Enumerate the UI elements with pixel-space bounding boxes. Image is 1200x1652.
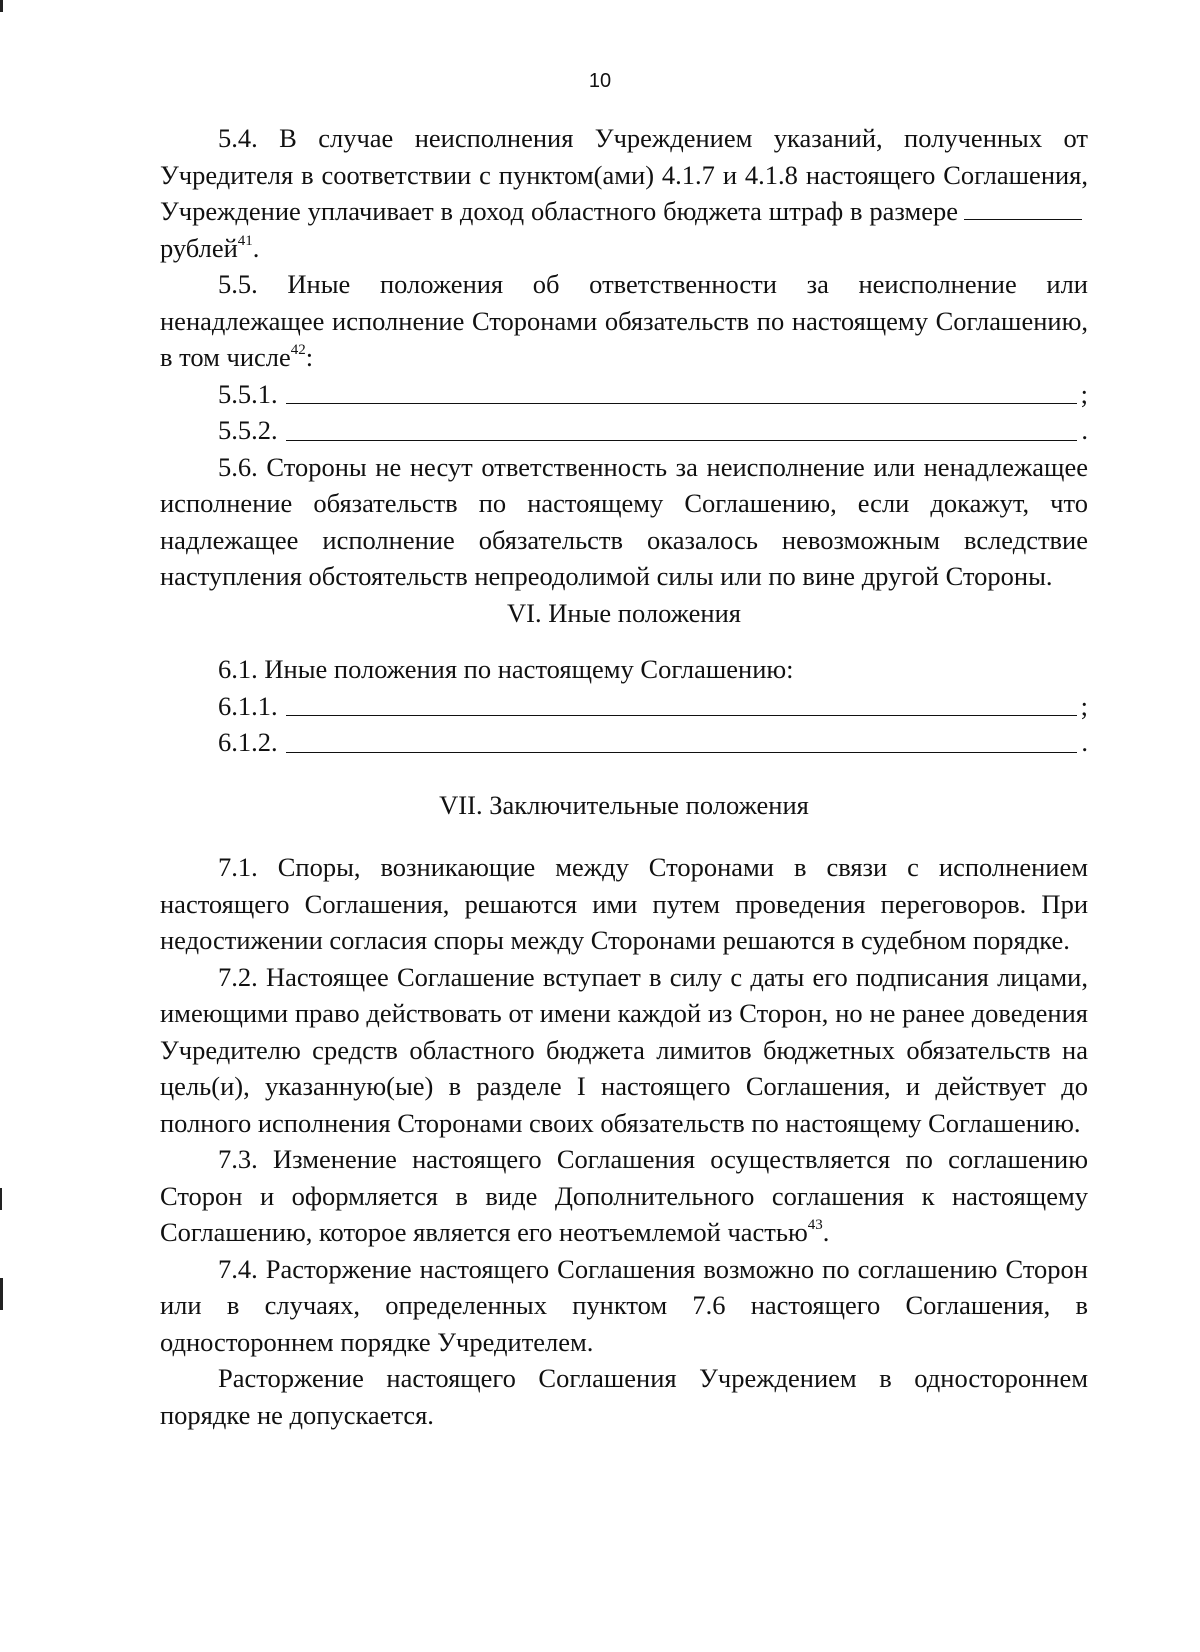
scan-edge-mark-middle bbox=[0, 1188, 2, 1210]
clause-7-1: 7.1. Споры, возникающие между Сторонами в связи с исполнением настоящего Соглашения, решаются ими путем проведения переговоров. При недостижении согласия споры между Сторонами решаются в судебном порядке. bbox=[160, 852, 1088, 955]
clause-5-6: 5.6. Стороны не несут ответственность за неисполнение или ненадлежащее исполнение обязательств по настоящему Соглашению, если докажут, что надлежащее исполнение обязательств оказалось невозможным вследствие наступления обстоятельств непреодолимой силы или по вине другой Стороны. bbox=[160, 451, 1088, 591]
clause-6-1-2-blank bbox=[286, 752, 1078, 753]
clause-5-5 bbox=[160, 266, 1088, 376]
page-number: 10 bbox=[588, 70, 612, 92]
clause-6-1: 6.1. Иные положения по настоящему Соглашению: bbox=[218, 654, 794, 684]
footnote-ref-43: 43 bbox=[807, 1217, 823, 1233]
section-6-heading: VI. Иные положения bbox=[507, 597, 741, 628]
spacer bbox=[160, 761, 1088, 787]
clause-6-1-2-number: 6.1.2. bbox=[218, 727, 278, 757]
clause-7-3 bbox=[160, 1141, 1088, 1251]
clause-5-5-2 bbox=[160, 412, 1088, 449]
scan-edge-mark-top bbox=[0, 0, 3, 12]
spacer bbox=[160, 823, 1088, 849]
clause-7-4: 7.4. Расторжение настоящего Соглашения возможно по соглашению Сторон или в случаях, определенных пунктом 7.6 настоящего Соглашения, в одностороннем порядке Учредителем. bbox=[160, 1253, 1088, 1357]
clause-6-1-1-blank bbox=[286, 715, 1077, 716]
section-7-heading: VII. Заключительные положения bbox=[439, 789, 809, 820]
spacer bbox=[160, 631, 1088, 651]
scan-edge-mark-bottom bbox=[0, 1278, 3, 1310]
clause-7-4-note: Расторжение настоящего Соглашения Учреждением в одностороннем порядке не допускается. bbox=[160, 1363, 1088, 1430]
clause-6-1-2 bbox=[160, 724, 1088, 761]
clause-5-5-1-blank bbox=[286, 403, 1077, 404]
clause-5-5-1-end: ; bbox=[1080, 378, 1088, 409]
clause-5-5-end: : bbox=[305, 342, 314, 372]
clause-5-4 bbox=[160, 120, 1088, 266]
clause-5-4-text: 5.4. В случае неисполнения Учреждением указаний, полученных от Учредителя в соответствии с пунктом(ами) 4.1.7 и 4.1.8 настоящего Соглашения, Учреждение уплачивает в доход областного бюджета штраф в размере bbox=[160, 123, 1088, 226]
document-body bbox=[160, 120, 1088, 1433]
fine-amount-blank bbox=[964, 197, 1082, 220]
clause-5-4-currency: рублей bbox=[160, 232, 238, 263]
clause-5-5-1 bbox=[160, 376, 1088, 413]
clause-5-5-2-number: 5.5.2. bbox=[218, 415, 278, 445]
clause-7-3-text: 7.3. Изменение настоящего Соглашения осуществляется по соглашению Сторон и оформляется в виде Дополнительного соглашения к настоящему Соглашению, которое является его неотъемлемой частью bbox=[160, 1144, 1088, 1247]
clause-6-1-1 bbox=[160, 688, 1088, 725]
clause-6-1-1-end: ; bbox=[1080, 690, 1088, 721]
clause-7-3-end: . bbox=[822, 1217, 830, 1247]
clause-5-5-2-blank bbox=[286, 440, 1078, 441]
footnote-ref-41: 41 bbox=[237, 232, 253, 249]
clause-5-5-text: 5.5. Иные положения об ответственности за неисполнение или ненадлежащее исполнение Сторонами обязательств по настоящему Соглашению, в том числе bbox=[160, 269, 1088, 372]
clause-5-4-end: . bbox=[252, 232, 260, 263]
clause-5-5-2-end: . bbox=[1081, 415, 1088, 445]
footnote-ref-42: 42 bbox=[290, 342, 306, 358]
clause-6-1-2-end: . bbox=[1081, 727, 1088, 757]
clause-7-2: 7.2. Настоящее Соглашение вступает в силу с даты его подписания лицами, имеющими право действовать от имени каждой из Сторон, но не ранее доведения Учредителю средств областного бюджета лимитов бюджетных обязательств на цель(и), указанную(ые) в разделе I настоящего Соглашения, и действует до полного исполнения Сторонами своих обязательств по настоящему Соглашению. bbox=[160, 961, 1088, 1138]
clause-5-5-1-number: 5.5.1. bbox=[218, 378, 278, 409]
clause-6-1-1-number: 6.1.1. bbox=[218, 690, 278, 721]
